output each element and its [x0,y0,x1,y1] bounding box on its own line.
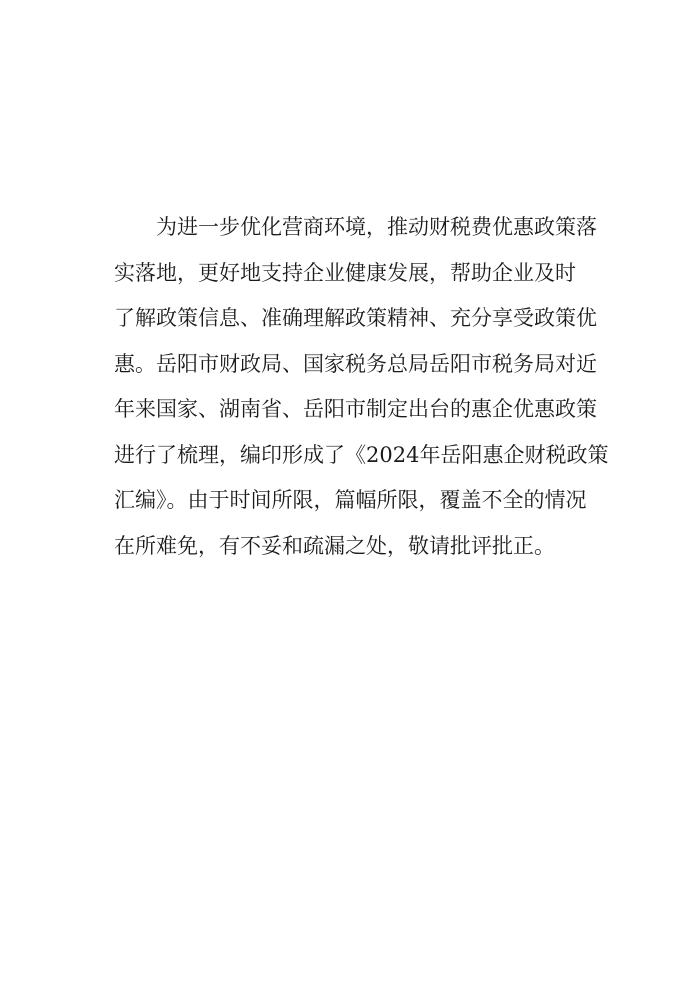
preface-line: 汇编》。由于时间所限，篇幅所限，覆盖不全的情况 [114,488,587,512]
preface-line: 进行了梳理，编印形成了《2024年岳阳惠企财税政策 [114,442,609,467]
preface-line: 实落地，更好地支持企业健康发展，帮助企业及时 [114,260,576,285]
preface-line: 在所难免，有不妥和疏漏之处，敬请批评批正。 [114,533,555,558]
preface-line: 年来国家、湖南省、岳阳市制定出台的惠企优惠政策 [114,397,597,421]
preface-line: 惠。岳阳市财政局、国家税务总局岳阳市税务局对近 [114,351,597,376]
preface-line: 为进一步优化营商环境，推动财税费优惠政策落 [156,215,597,239]
preface-line: 了解政策信息、准确理解政策精神、充分享受政策优 [114,306,597,330]
preface-paragraph [114,205,609,569]
